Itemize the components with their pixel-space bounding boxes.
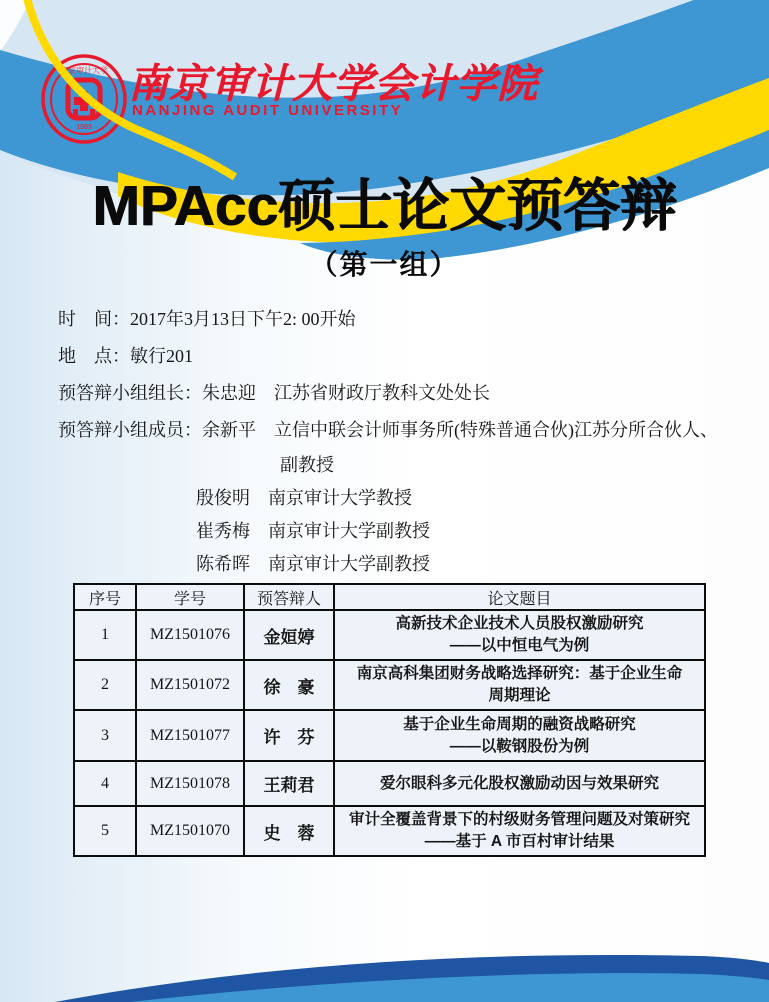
info-line-member-1b	[58, 449, 748, 482]
info-line-member-2	[58, 482, 748, 515]
row-defender-name: 史 蓉	[244, 806, 334, 856]
footer-swoosh-art	[0, 927, 769, 1002]
row-thesis-title	[334, 610, 705, 660]
time-value: 2017年3月13日下午2: 00开始	[130, 309, 356, 329]
info-line-place	[58, 338, 748, 375]
table-row	[74, 710, 705, 761]
col-header-title: 论文题目	[334, 584, 705, 610]
page-title: MPAcc硕士论文预答辩	[92, 174, 677, 238]
thesis-title-line1: 高新技术企业技术人员股权激励研究	[395, 615, 644, 632]
thesis-title-line2: 周期理论	[488, 687, 551, 704]
time-label: 时 间：	[58, 309, 130, 329]
seal-year-text: 1983	[76, 124, 92, 131]
table-row	[74, 610, 705, 660]
place-value: 敏行201	[130, 346, 193, 366]
row-thesis-title	[334, 710, 705, 761]
row-no: 4	[74, 761, 136, 806]
member-name: 陈希晖	[196, 554, 250, 574]
thesis-title-line1: 审计全覆盖背景下的村级财务管理问题及对策研究	[348, 811, 690, 828]
info-line-member-4	[58, 548, 748, 581]
info-line-time	[58, 301, 748, 338]
defense-schedule-table	[73, 583, 706, 857]
row-defender-name: 徐 豪	[244, 660, 334, 710]
leader-name: 朱忠迎	[202, 383, 256, 403]
thesis-title-line1: 南京高科集团财务战略选择研究：基于企业生命	[356, 665, 683, 682]
seal-arc-text: 南京审计大学	[60, 66, 108, 75]
university-logo	[40, 53, 128, 145]
table-row	[74, 660, 705, 710]
row-student-id: MZ1501078	[136, 761, 244, 806]
col-header-name: 预答辩人	[244, 584, 334, 610]
info-line-member-3	[58, 515, 748, 548]
university-name-en: NANJING AUDIT UNIVERSITY	[132, 102, 404, 119]
info-line-member-1	[58, 412, 748, 449]
row-no: 2	[74, 660, 136, 710]
thesis-title-line2: ——以中恒电气为例	[449, 637, 590, 654]
place-label: 地 点：	[58, 346, 130, 366]
col-header-no: 序号	[74, 584, 136, 610]
thesis-title-line2: ——基于 A 市百村审计结果	[424, 833, 615, 850]
row-thesis-title	[334, 761, 705, 806]
member-title-cont: 副教授	[280, 455, 334, 475]
member-title: 立信中联会计师事务所(特殊普通合伙)江苏分所合伙人、	[274, 420, 718, 440]
thesis-title-line1: 爱尔眼科多元化股权激励动因与效果研究	[379, 774, 659, 792]
row-defender-name: 金姮婷	[244, 610, 334, 660]
row-thesis-title	[334, 660, 705, 710]
university-name-cn: 南京审计大学会计学院	[128, 61, 538, 106]
row-student-id: MZ1501070	[136, 806, 244, 856]
row-no: 3	[74, 710, 136, 761]
member-title: 南京审计大学副教授	[268, 554, 430, 574]
info-block	[58, 301, 748, 581]
info-line-leader	[58, 375, 748, 412]
member-name: 崔秀梅	[196, 521, 250, 541]
col-header-id: 学号	[136, 584, 244, 610]
row-student-id: MZ1501076	[136, 610, 244, 660]
table-header-row	[74, 584, 705, 610]
members-label: 预答辩小组成员：	[58, 420, 202, 440]
row-thesis-title	[334, 806, 705, 856]
row-defender-name: 许 芬	[244, 710, 334, 761]
university-seal-icon	[40, 53, 128, 145]
thesis-title-line2: ——以鞍钢股份为例	[449, 737, 590, 755]
member-title: 南京审计大学教授	[268, 488, 412, 508]
row-no: 1	[74, 610, 136, 660]
member-name: 余新平	[202, 420, 256, 440]
leader-title: 江苏省财政厅教科文处处长	[274, 383, 490, 403]
row-no: 5	[74, 806, 136, 856]
row-defender-name: 王莉君	[244, 761, 334, 806]
table-row	[74, 761, 705, 806]
member-name: 殷俊明	[196, 488, 250, 508]
table-row	[74, 806, 705, 856]
thesis-title-line1: 基于企业生命周期的融资战略研究	[403, 715, 636, 733]
row-student-id: MZ1501072	[136, 660, 244, 710]
leader-label: 预答辩小组组长：	[58, 383, 202, 403]
page-subtitle: （第一组）	[309, 249, 460, 280]
member-title: 南京审计大学副教授	[268, 521, 430, 541]
row-student-id: MZ1501077	[136, 710, 244, 761]
